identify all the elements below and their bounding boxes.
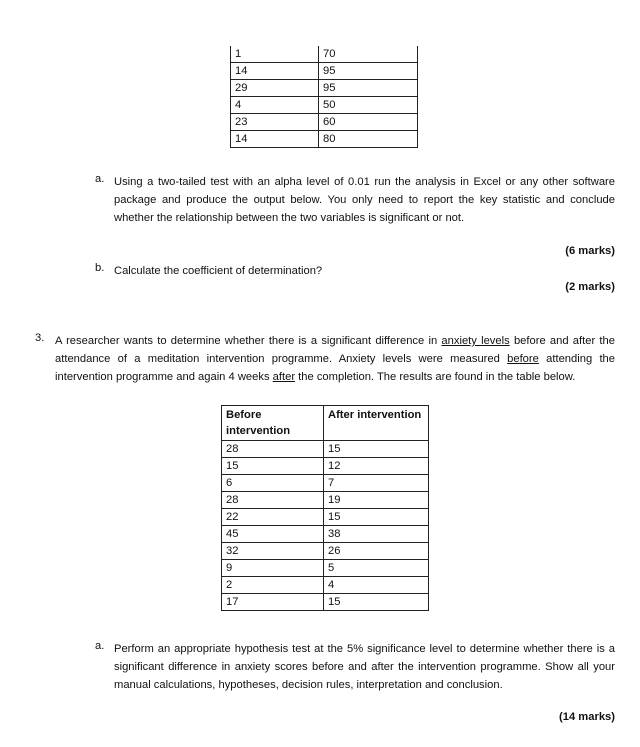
table-row xyxy=(222,543,429,560)
table-cell: 15 xyxy=(324,441,429,458)
table-cell: 14 xyxy=(231,131,319,148)
table-cell: 38 xyxy=(324,526,429,543)
question-2a-label: a. xyxy=(95,173,105,185)
question-3-label: 3. xyxy=(35,332,45,344)
question-3-text xyxy=(55,332,615,387)
table-cell: 1 xyxy=(231,46,319,63)
table-cell: 29 xyxy=(231,80,319,97)
table-row xyxy=(222,475,429,492)
table-row xyxy=(222,509,429,526)
question-3a-text: Perform an appropriate hypothesis test at the 5% significance level to determine whether there is a significant difference in anxiety scores before and after the intervention programme. Show all your manual calculations, hypotheses, decision rules, interpretation and conclusion. xyxy=(114,643,615,692)
q3-text-part: the completion. The results are found in the table below. xyxy=(295,371,576,384)
question-2a-text: Using a two-tailed test with an alpha level of 0.01 run the analysis in Excel or any other software package and produce the output below. You only need to report the key statistic and conclude whether the relationship between the two variables is significant or not. xyxy=(114,176,615,225)
table-row xyxy=(222,441,429,458)
table-cell: 45 xyxy=(222,526,324,543)
table-cell: 15 xyxy=(222,458,324,475)
table-row xyxy=(222,594,429,611)
table-row xyxy=(231,97,418,114)
question-3a-label: a. xyxy=(95,640,105,652)
table-cell: 2 xyxy=(222,577,324,594)
data-table-1 xyxy=(230,46,418,148)
table-cell: 28 xyxy=(222,441,324,458)
column-header-after: After intervention xyxy=(324,406,429,441)
table-cell: 15 xyxy=(324,594,429,611)
table-cell: 6 xyxy=(222,475,324,492)
question-2b-text: Calculate the coefficient of determination? xyxy=(114,265,323,277)
table-row xyxy=(231,131,418,148)
table-cell: 50 xyxy=(319,97,418,114)
table-cell: 15 xyxy=(324,509,429,526)
table-row xyxy=(222,577,429,594)
table-cell: 23 xyxy=(231,114,319,131)
table-cell: 19 xyxy=(324,492,429,509)
table-cell: 4 xyxy=(324,577,429,594)
question-2b-marks: (2 marks) xyxy=(565,281,615,293)
table-cell: 60 xyxy=(319,114,418,131)
table-cell: 5 xyxy=(324,560,429,577)
table-cell: 7 xyxy=(324,475,429,492)
q3-text-part: A researcher wants to determine whether there is a significant difference in xyxy=(55,335,442,347)
q3-underlined-anxiety-levels: anxiety levels xyxy=(441,335,510,347)
table-cell: 95 xyxy=(319,63,418,80)
table-cell: 9 xyxy=(222,560,324,577)
table-row xyxy=(222,526,429,543)
table-row xyxy=(231,63,418,80)
table-cell: 28 xyxy=(222,492,324,509)
table-row xyxy=(231,80,418,97)
table-cell: 12 xyxy=(324,458,429,475)
table-cell: 80 xyxy=(319,131,418,148)
question-2b-label: b. xyxy=(95,262,105,274)
table-cell: 70 xyxy=(319,46,418,63)
question-3a-marks: (14 marks) xyxy=(559,711,615,723)
table-cell: 4 xyxy=(231,97,319,114)
table-cell: 17 xyxy=(222,594,324,611)
table-row xyxy=(231,114,418,131)
table-row xyxy=(222,458,429,475)
column-header-before: Before intervention xyxy=(222,406,324,441)
q3-text-part: attending the intervention programme and again 4 weeks xyxy=(55,353,615,384)
table-row xyxy=(222,492,429,509)
q3-underlined-before: before xyxy=(507,353,539,366)
table-cell: 32 xyxy=(222,543,324,560)
table-cell: 95 xyxy=(319,80,418,97)
data-table-2 xyxy=(221,405,429,611)
table-cell: 22 xyxy=(222,509,324,526)
table-row xyxy=(231,46,418,63)
q3-text-part: before and after the attendance of a meditation intervention programme. Anxiety levels were measured xyxy=(55,335,615,366)
q3-underlined-after: after xyxy=(272,371,296,384)
table-cell: 14 xyxy=(231,63,319,80)
table-row xyxy=(222,560,429,577)
question-2a-marks: (6 marks) xyxy=(565,245,615,257)
table-cell: 26 xyxy=(324,543,429,560)
